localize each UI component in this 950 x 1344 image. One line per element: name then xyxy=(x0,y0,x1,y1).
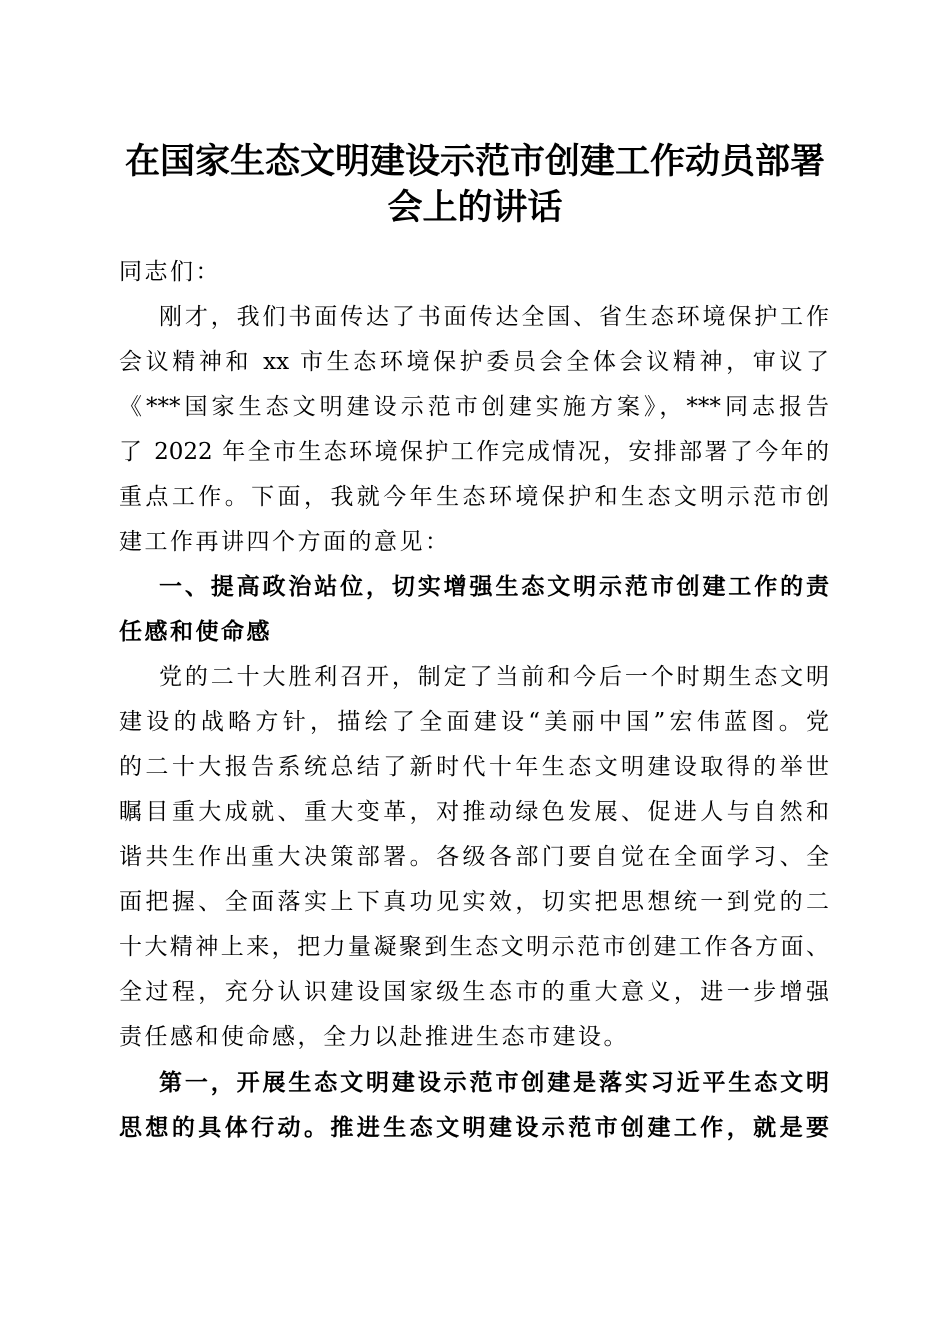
text-line: 会议精神和 xx 市生态环境保护委员会全体会议精神，审议了 xyxy=(119,349,829,375)
text-line: 建工作再讲四个方面的意见： xyxy=(119,529,451,555)
text-line: 谐共生作出重大决策部署。各级各部门要自觉在全面学习、全 xyxy=(119,844,829,870)
heading-line: 任感和使命感 xyxy=(119,619,272,645)
heading-line: 一、提高政治站位，切实增强生态文明示范市创建工作的责 xyxy=(159,574,829,600)
intro-paragraph xyxy=(119,295,829,565)
section-1-paragraph xyxy=(119,655,829,1060)
document-body xyxy=(119,250,829,1150)
text-line: 面把握、全面落实上下真功见实效，切实把思想统一到党的二 xyxy=(119,889,829,915)
text-line: 责任感和使命感，全力以赴推进生态市建设。 xyxy=(119,1024,629,1050)
text-line: 刚才，我们书面传达了书面传达全国、省生态环境保护工作 xyxy=(159,304,829,330)
salutation: 同志们： xyxy=(119,259,221,285)
point-1-paragraph xyxy=(119,1060,829,1150)
text-line: 全过程，充分认识建设国家级生态市的重大意义，进一步增强 xyxy=(119,979,829,1005)
text-line: 思想的具体行动。推进生态文明建设示范市创建工作，就是要 xyxy=(119,1114,829,1141)
text-line: 的二十大报告系统总结了新时代十年生态文明建设取得的举世 xyxy=(119,754,829,780)
document-title-line-2: 会上的讲话 xyxy=(387,187,563,228)
document-title-line-1: 在国家生态文明建设示范市创建工作动员部署 xyxy=(124,141,825,182)
text-line: 十大精神上来，把力量凝聚到生态文明示范市创建工作各方面、 xyxy=(119,934,829,960)
text-line: 了 2022 年全市生态环境保护工作完成情况，安排部署了今年的 xyxy=(119,439,829,465)
text-line: 党的二十大胜利召开，制定了当前和今后一个时期生态文明 xyxy=(159,664,829,690)
text-line: 第一，开展生态文明建设示范市创建是落实习近平生态文明 xyxy=(159,1069,829,1096)
text-line: 瞩目重大成就、重大变革，对推动绿色发展、促进人与自然和 xyxy=(119,799,829,825)
text-line: 重点工作。下面，我就今年生态环境保护和生态文明示范市创 xyxy=(119,484,829,510)
section-1-heading xyxy=(119,565,829,655)
text-line: 建设的战略方针，描绘了全面建设“美丽中国”宏伟蓝图。党 xyxy=(119,709,829,735)
text-line: 《***国家生态文明建设示范市创建实施方案》，***同志报告 xyxy=(119,394,829,420)
